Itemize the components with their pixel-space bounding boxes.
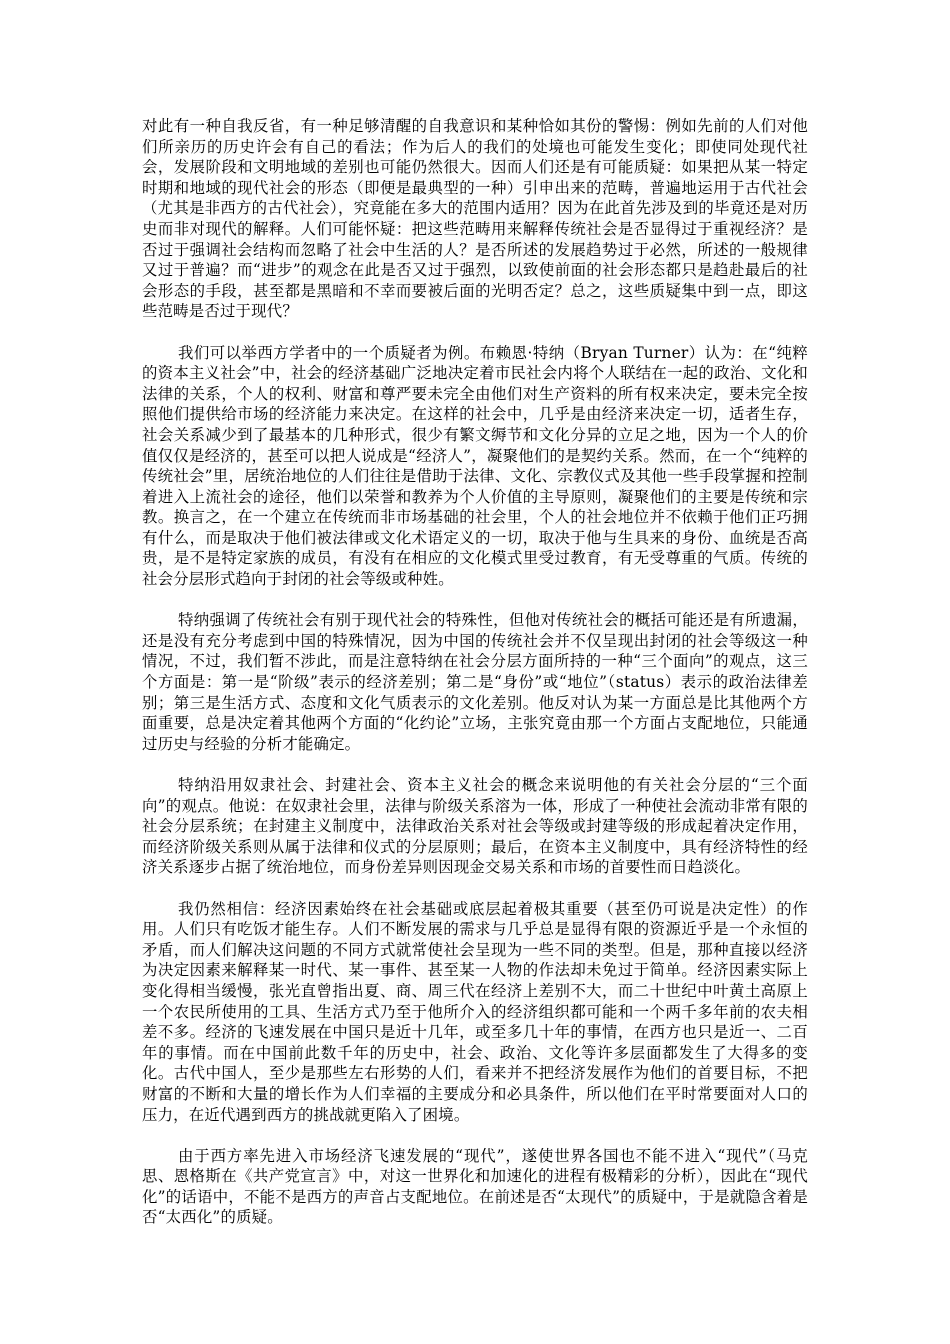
paragraph-4: 特纳沿用奴隶社会、封建社会、资本主义社会的概念来说明他的有关社会分层的“三个面向”的观点。他说：在奴隶社会里，法律与阶级关系溶为一体，形成了一种使社会流动非常有限的社会分层系统；在封建主义制度中，法律政治关系对社会等级或封建等级的形成起着决定作用，而经济阶级关系则从属于法律和仪式的分层原则；最后，在资本主义制度中，具有经济特性的经济关系逐步占据了统治地位，而身份差异则因现金交易关系和市场的首要性而日趋淡化。 [142, 776, 808, 877]
paragraph-1: 对此有一种自我反省，有一种足够清醒的自我意识和某种恰如其份的警惕：例如先前的人们对他们所亲历的历史许会有自己的看法；作为后人的我们的处境也可能发生变化；即使同处现代社会，发展阶段和文明地域的差别也可能仍然很大。因而人们还是有可能质疑：如果把从某一特定时期和地域的现代社会的形态（即便是最典型的一种）引申出来的范畴，普遍地运用于古代社会（尤其是非西方的古代社会），究竟能在多大的范围内适用？因为在此首先涉及到的毕竟还是对历史而非对现代的解释。人们可能怀疑：把这些范畴用来解释传统社会是否显得过于重视经济？是否过于强调社会结构而忽略了社会中生活的人？是否所述的发展趋势过于必然，所述的一般规律又过于普遍？而“进步”的观念在此是否又过于强烈，以致使前面的社会形态都只是趋赴最后的社会形态的手段，甚至都是黑暗和不幸而要被后面的光明否定？总之，这些质疑集中到一点，即这些范畴是否过于现代？ [142, 117, 808, 321]
paragraph-6: 由于西方率先进入市场经济飞速发展的“现代”，遂使世界各国也不能不进入“现代”（马克思、恩格斯在《共产党宣言》中，对这一世界化和加速化的进程有极精彩的分析），因此在“现代化”的话语中，不能不是西方的声音占支配地位。在前述是否“太现代”的质疑中，于是就隐含着是否“太西化”的质疑。 [142, 1146, 808, 1227]
paragraph-2: 我们可以举西方学者中的一个质疑者为例。布赖恩·特纳（Bryan Turner）认为：在“纯粹的资本主义社会”中，社会的经济基础广泛地决定着市民社会内将个人联结在一起的政治、文化和法律的关系，个人的权利、财富和尊严要未完全由他们对生产资料的所有权来决定，要未完全按照他们提供给市场的经济能力来决定。在这样的社会中，几乎是由经济来决定一切，适者生存，社会关系减少到了最基本的几种形式，很少有繁文缛节和文化分异的立足之地，因为一个人的价值仅仅是经济的，甚至可以把人说成是“经济人”，凝聚他们的是契约关系。然而，在一个“纯粹的传统社会”里，居统治地位的人们往往是借助于法律、文化、宗教仪式及其他一些手段掌握和控制着进入上流社会的途径，他们以荣誉和教养为个人价值的主导原则，凝聚他们的主要是传统和宗教。换言之，在一个建立在传统而非市场基础的社会里，个人的社会地位并不依赖于他们正巧拥有什么，而是取决于他们被法律或文化术语定义的一切，取决于他与生具来的身份、血统是否高贵，是不是特定家族的成员，有没有在相应的文化模式里受过教育，有无受尊重的气质。传统的社会分层形式趋向于封闭的社会等级或种姓。 [142, 343, 808, 589]
document-page [142, 116, 808, 1249]
paragraph-3: 特纳强调了传统社会有别于现代社会的特殊性，但他对传统社会的概括可能还是有所遗漏，还是没有充分考虑到中国的特殊情况，因为中国的传统社会并不仅呈现出封闭的社会等级这一种情况，不过，我们暂不涉此，而是注意特纳在社会分层方面所持的一种“三个面向”的观点，这三个方面是：第一是“阶级”表示的经济差别；第二是“身份”或“地位”（status）表示的政治法律差别；第三是生活方式、态度和文化气质表示的文化差别。他反对认为某一方面总是比其他两个方面重要，总是决定着其他两个方面的“化约论”立场，主张究竟由那一个方面占支配地位，只能通过历史与经验的分析才能确定。 [142, 611, 808, 753]
paragraph-5: 我仍然相信：经济因素始终在社会基础或底层起着极其重要（甚至仍可说是决定性）的作用。人们只有吃饭才能生存。人们不断发展的需求与几乎总是显得有限的资源近乎是一个永恒的矛盾，而人们解决这问题的不同方式就常使社会呈现为一些不同的类型。但是，那种直接以经济为决定因素来解释某一时代、某一事件、甚至某一人物的作法却未免过于简单。经济因素实际上变化得相当缓慢，张光直曾指出夏、商、周三代在经济上差别不大，而二十世纪中叶黄土高原上一个农民所使用的工具、生活方式乃至于他所介入的经济组织都可能和一个两千多年前的农夫相差不多。经济的飞速发展在中国只是近十几年，或至多几十年的事情，在西方也只是近一、二百年的事情。而在中国前此数千年的历史中，社会、政治、文化等许多层面都发生了大得多的变化。古代中国人，至少是那些左右形势的人们，看来并不把经济发展作为他们的首要目标，不把财富的不断和大量的增长作为人们幸福的主要成分和必具条件，所以他们在平时常要面对人口的压力，在近代遇到西方的挑战就更陷入了困境。 [142, 899, 808, 1124]
